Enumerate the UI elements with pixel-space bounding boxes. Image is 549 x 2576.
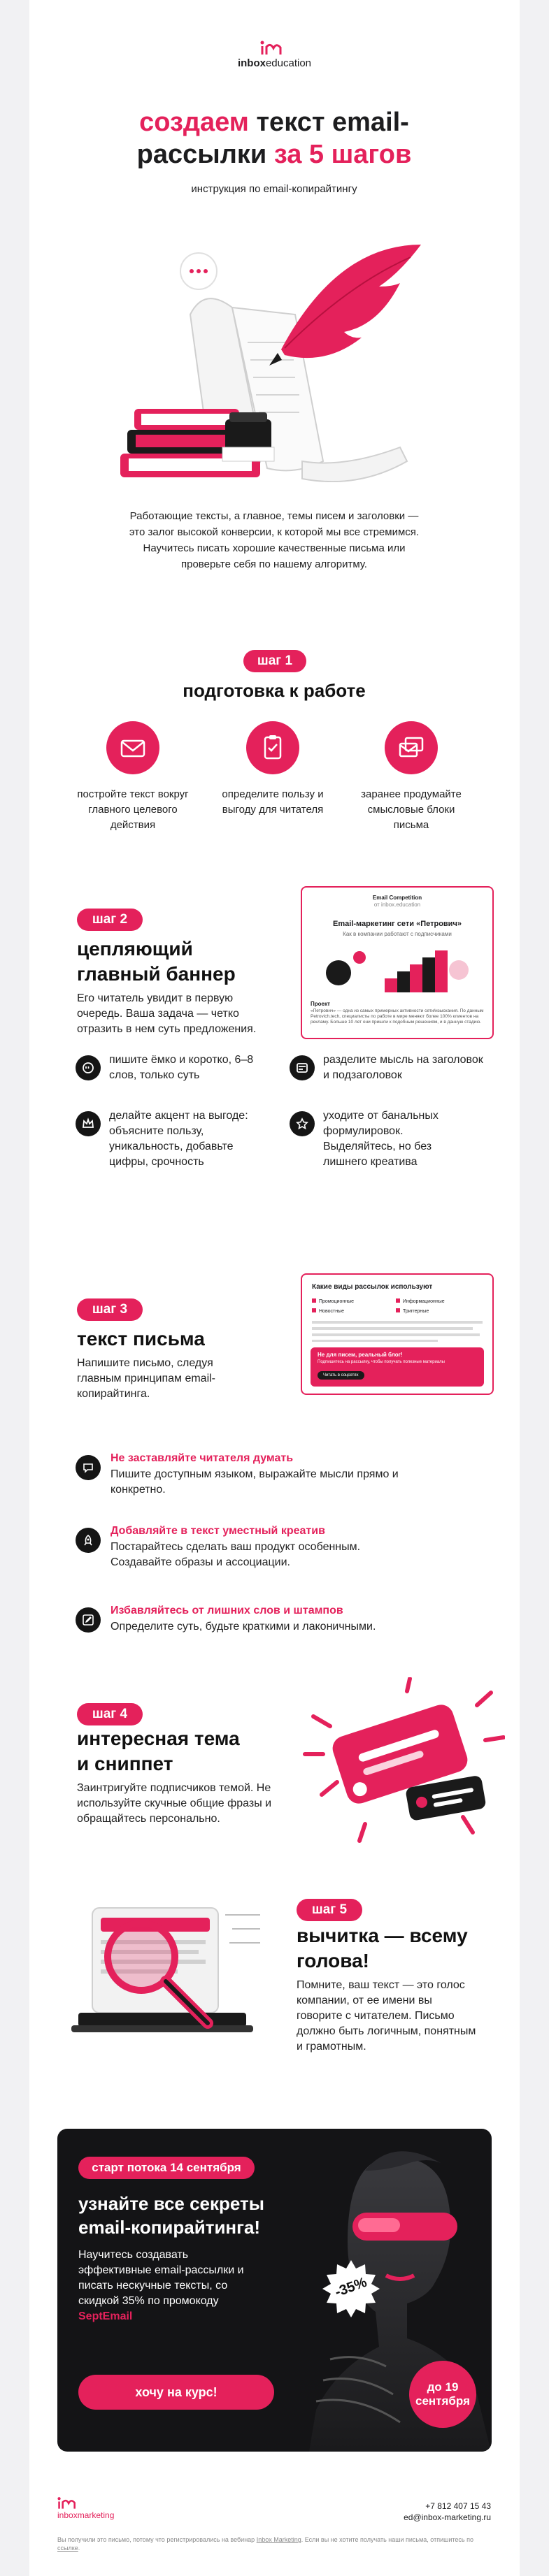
rule-icon-1: [76, 1455, 101, 1480]
footer-disclaimer-text2: . Если вы не хотите получать наши письма, отпишитесь по: [301, 2536, 473, 2543]
step1-item-3: заранее продумайте смысловые блоки письма: [361, 788, 462, 831]
promo-date-line1: до 19: [427, 2380, 459, 2394]
tip-text-1: пишите ёмко и коротко, 6–8 слов, только суть: [109, 1054, 254, 1081]
intro-text: Работающие тексты, а главное, темы писем и заголовки — это залог высокой конверсии, к которой мы все стремимся. Научитесь писать хорошие качественные письма или проверьте себя по нашему алгоритму.: [129, 510, 420, 570]
rule-icon-2: [76, 1528, 101, 1553]
mock3-heading: Какие виды рассылок используют: [312, 1283, 433, 1291]
promo-pill: старт потока 14 сентября: [78, 2157, 255, 2179]
step3-text: Напишите письмо, следуя главным принципам email-копирайтинга.: [77, 1357, 216, 1400]
mock-heading: Email-маркетинг сети «Петрович»: [333, 920, 462, 928]
edit-icon: [82, 1614, 94, 1626]
logo-bold: inbox: [237, 57, 266, 69]
rule-icon-3: [76, 1607, 101, 1633]
rule-title-1: Не заставляйте читателя думать: [110, 1452, 294, 1464]
promo-text: Научитесь создавать эффективные email-рассылки и писать нескучные тексты, со скидкой 35% по промокоду: [78, 2249, 244, 2307]
step1-icon-circle-1: [106, 721, 159, 774]
promo-block: [57, 2129, 492, 2452]
title-accent-2: за 5 шагов: [273, 140, 412, 169]
footer-disclaimer-link1[interactable]: Inbox Marketing: [256, 2536, 301, 2543]
step3-pill: шаг 3: [77, 1298, 143, 1321]
step4-title: [77, 1726, 287, 1777]
promo-title-line2: email-копирайтинга!: [78, 2217, 261, 2238]
mock3-chip-2: Информационные: [403, 1299, 445, 1304]
mail-stack-icon: [397, 734, 425, 762]
mock3-chip-3: Новостные: [319, 1309, 344, 1314]
rule-text-2: Постарайтесь сделать ваш продукт особенным. Создавайте образы и ассоциации.: [110, 1541, 361, 1568]
footer-logo-light: inbox: [57, 2510, 78, 2520]
layout-icon: [296, 1062, 308, 1074]
mock3-banner-text: Подпишитесь на рассылку, чтобы получать полезные материалы: [318, 1360, 445, 1364]
mock3-banner-title: Не для писем, реальный блог!: [318, 1352, 403, 1358]
step1-item-2: определите пользу и выгоду для читателя: [222, 788, 324, 816]
checklist-icon: [259, 734, 287, 762]
step2-title-line2: главный баннер: [77, 963, 236, 985]
promo-date-line2: сентября: [415, 2394, 470, 2408]
mock-hero-image: [322, 942, 473, 995]
mock-brand-line2: от inbox.education: [373, 902, 421, 908]
step5-title-line1: вычитка — всему: [297, 1925, 468, 1946]
step1-pill: шаг 1: [243, 650, 306, 672]
footer-disclaimer-text1: Вы получили это письмо, потому что регистрировались на вебинар: [57, 2536, 255, 2543]
title-text-1: текст email-: [248, 108, 409, 137]
unsubscribe-link[interactable]: ссылке: [57, 2545, 78, 2552]
step1-item-1: постройте текст вокруг главного целевого действия: [77, 788, 189, 831]
banner-example-mock: [301, 886, 494, 1039]
footer-email[interactable]: ed@inbox-marketing.ru: [404, 2512, 491, 2522]
rocket-icon: [82, 1534, 94, 1547]
footer-logo-mark-icon: [57, 2496, 81, 2510]
mock3-chip-1: Промоционные: [319, 1299, 354, 1304]
mock-brand-line1: Email Competition: [372, 895, 422, 901]
mock3-banner-button: Читать в соцсетях: [318, 1371, 364, 1380]
mock-brand: [302, 895, 492, 909]
mock-label: Проект: [311, 1001, 330, 1007]
promo-discount: -35%: [333, 2274, 369, 2301]
step4-text: Заинтригуйте подписчиков темой. Не используйте скучные общие фразы и обращайтесь персонально.: [77, 1782, 272, 1825]
step2-title-line1: цепляющий: [77, 938, 193, 960]
mock-desc: «Петрович» — одна из самых примерных активности сети/изыскания. По данным Petrovich.tech, специалисты по работе в мире меняют более 100% клиентов на рекламу. Больше 10 лет они пришли к подобным решениям, и в данную стадию.: [311, 1008, 484, 1025]
step3-title: текст письма: [77, 1328, 205, 1349]
promo-title-line1: узнайте все секреты: [78, 2193, 264, 2214]
step1-icon-circle-2: [246, 721, 299, 774]
envelope-icon: [119, 734, 147, 762]
crown-icon: [82, 1117, 94, 1130]
promo-date-badge: [409, 2361, 476, 2428]
tip-text-2: разделите мысль на заголовок и подзаголовок: [323, 1054, 483, 1081]
email-body: [29, 0, 520, 2576]
step2-pill: шаг 2: [77, 909, 143, 931]
step5-title: [297, 1923, 506, 1974]
speech-icon: [82, 1461, 94, 1474]
step1-icon-circle-3: [385, 721, 438, 774]
step4-pill: шаг 4: [77, 1703, 143, 1725]
promo-discount-badge: [322, 2259, 380, 2317]
rule-title-2: Добавляйте в текст уместный креатив: [110, 1525, 325, 1537]
footer-logo-text: marketing: [77, 2510, 115, 2520]
footer-logo[interactable]: [57, 2496, 120, 2521]
rule-text-3: Определите суть, будьте краткими и лаконичными.: [110, 1621, 376, 1633]
tip-icon-3: [76, 1111, 101, 1136]
rule-text-1: Пишите доступным языком, выражайте мысли прямо и конкретно.: [110, 1468, 399, 1496]
step5-pill: шаг 5: [297, 1899, 362, 1921]
step4-title-line2: и сниппет: [77, 1753, 173, 1774]
title-accent-1: создаем: [139, 108, 249, 137]
step2-text: Его читатель увидит в первую очередь. Ваша задача — четко отразить в нем суть предложения.: [77, 992, 257, 1035]
quote-icon: [82, 1062, 94, 1074]
tip-icon-4: [290, 1111, 315, 1136]
tip-text-4: уходите от банальных формулировок. Выделяйтесь, но без лишнего креатива: [323, 1110, 439, 1168]
step1-title: подготовка к работе: [183, 680, 366, 701]
step5-title-line2: голова!: [297, 1950, 369, 1971]
tip-icon-1: [76, 1055, 101, 1080]
page-title: [64, 106, 484, 171]
promo-text-block: [78, 2248, 246, 2324]
footer-disclaimer: [57, 2535, 491, 2552]
logo-light: education: [265, 57, 312, 69]
promo-title: [78, 2192, 316, 2239]
mock3-banner: [311, 1347, 484, 1387]
mock-sub: Как в компании работают с подписчиками: [343, 931, 452, 937]
step5-text: Помните, ваш текст — это голос компании, от ее имени вы говорите с читателем. Письмо должно быть логичным, понятным и грамотным.: [297, 1979, 476, 2053]
page-subtitle: инструкция по email-копирайтингу: [191, 183, 357, 195]
footer-disclaimer-text3: .: [78, 2545, 80, 2552]
tip-icon-2: [290, 1055, 315, 1080]
mock3-text-lines: [312, 1321, 483, 1342]
logo[interactable]: [232, 41, 317, 71]
tip-text-3: делайте акцент на выгоде: объясните пользу, уникальность, добавьте цифры, срочность: [109, 1110, 248, 1168]
star-icon: [296, 1117, 308, 1130]
footer-phone[interactable]: +7 812 407 15 43: [425, 2501, 491, 2511]
mock3-chip-4: Триггерные: [403, 1309, 429, 1314]
email-body-mock: [301, 1273, 494, 1395]
title-text-2: рассылки: [136, 140, 274, 169]
proofread-illustration: [64, 1887, 274, 2062]
rule-title-3: Избавляйтесь от лишних слов и штампов: [110, 1605, 343, 1616]
footer-contacts: [351, 2501, 491, 2523]
hero-illustration: [92, 238, 456, 482]
step4-title-line1: интересная тема: [77, 1728, 240, 1749]
step2-title: [77, 936, 287, 987]
logo-mark-icon: [260, 41, 288, 56]
snippet-illustration: [302, 1677, 505, 1845]
promo-cta-button[interactable]: хочу на курс!: [78, 2375, 274, 2410]
promo-code[interactable]: SeptEmail: [78, 2310, 133, 2322]
